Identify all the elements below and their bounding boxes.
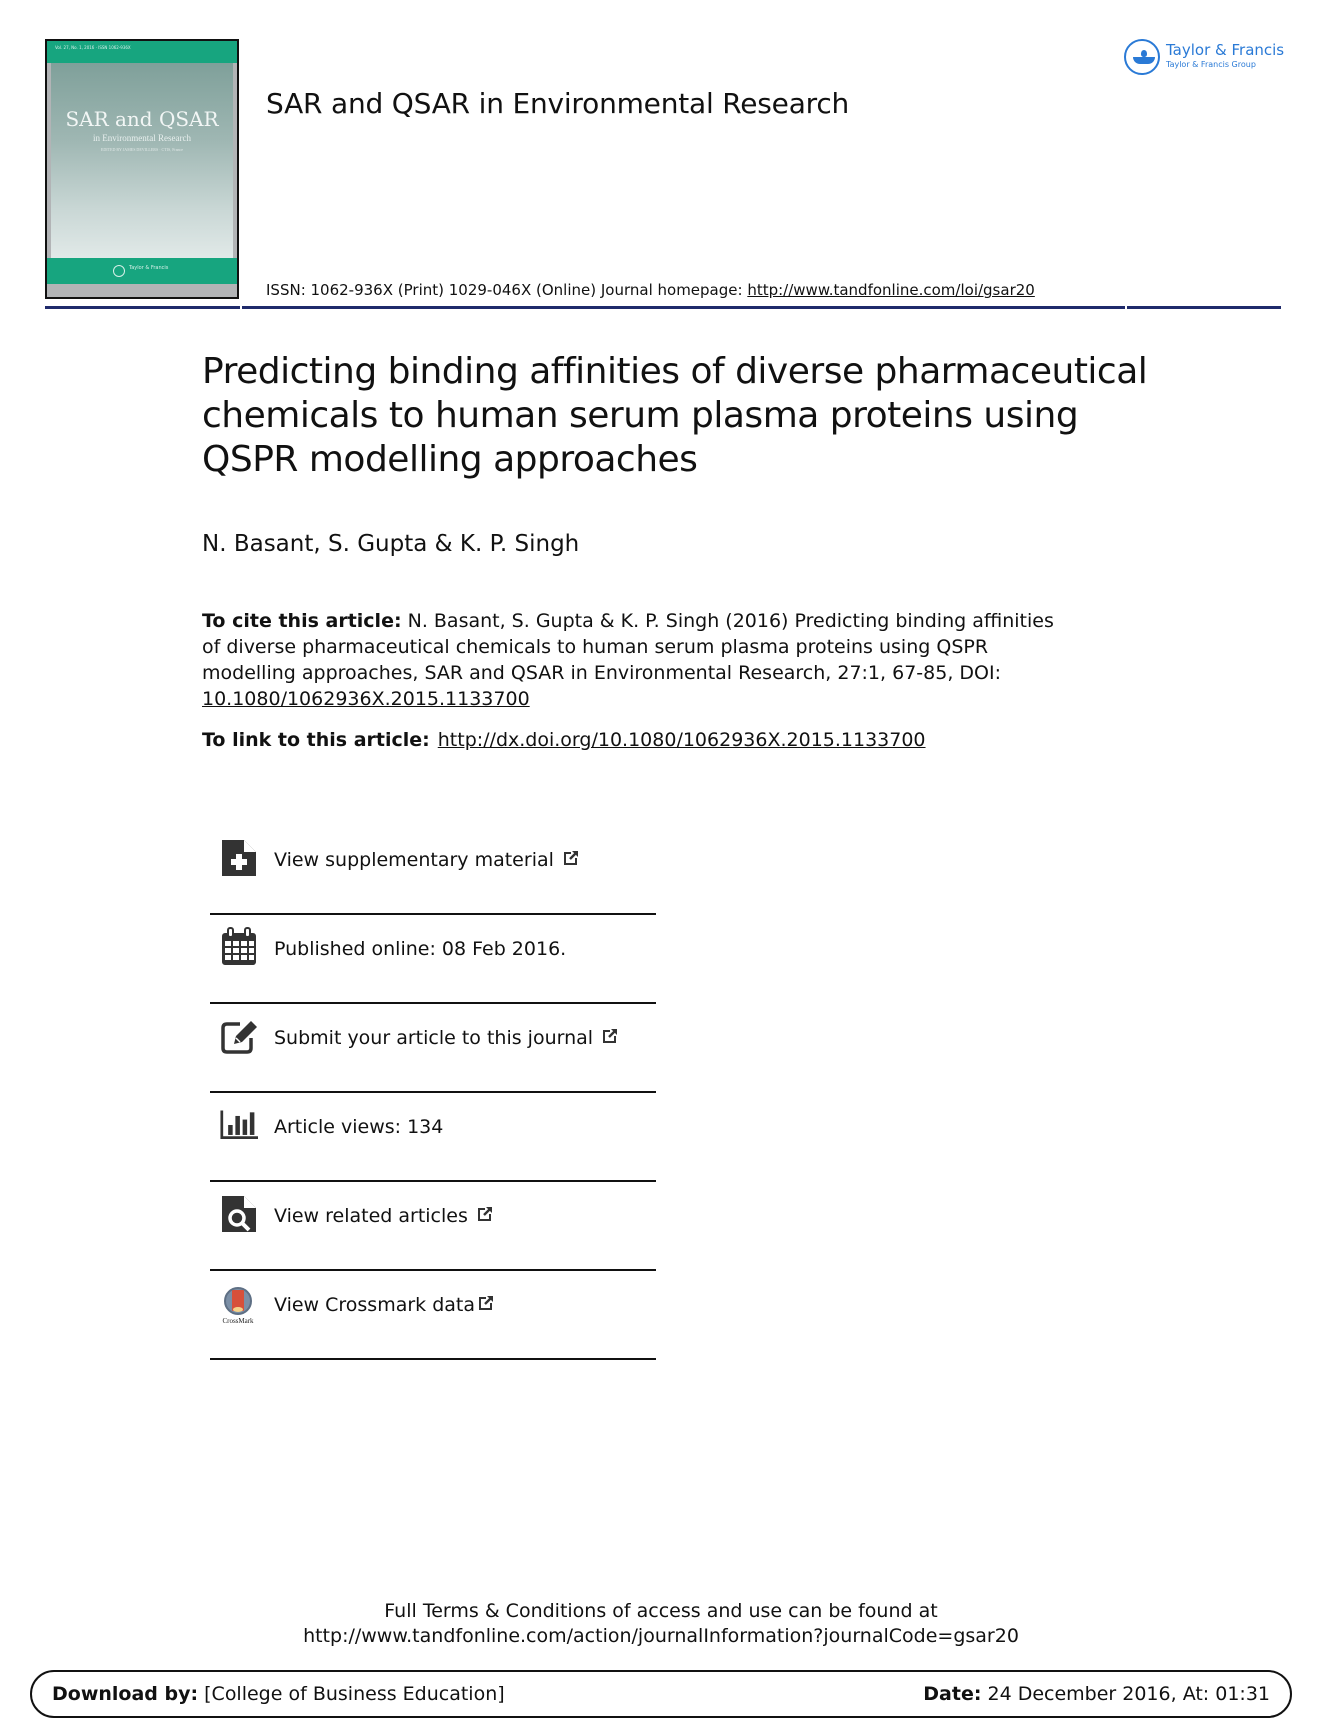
publisher-group: Taylor & Francis Group bbox=[1166, 60, 1256, 69]
info-item-supplementary[interactable] bbox=[210, 826, 656, 915]
issn-line bbox=[266, 281, 1035, 299]
info-item-crossmark[interactable] bbox=[210, 1271, 656, 1360]
file-plus-icon bbox=[220, 838, 258, 878]
info-item-published bbox=[210, 915, 656, 1004]
lamp-logo-icon bbox=[1124, 39, 1160, 75]
calendar-icon bbox=[220, 927, 258, 967]
cover-publisher: Taylor & Francis bbox=[129, 265, 169, 271]
crossmark-icon: CrossMark bbox=[216, 1287, 260, 1335]
journal-title: SAR and QSAR in Environmental Research bbox=[266, 87, 850, 120]
journal-homepage-link[interactable]: http://www.tandfonline.com/loi/gsar20 bbox=[747, 281, 1035, 299]
info-item-label: Published online: 08 Feb 2016. bbox=[274, 938, 567, 960]
header-rule bbox=[45, 306, 240, 309]
issn-text: ISSN: 1062-936X (Print) 1029-046X (Online) Journal homepage: bbox=[266, 281, 748, 299]
terms-url[interactable]: http://www.tandfonline.com/action/journalInformation?journalCode=gsar20 bbox=[303, 1625, 1019, 1647]
citation-block bbox=[202, 608, 1062, 712]
info-item-views bbox=[210, 1093, 656, 1182]
header-rule bbox=[1127, 306, 1281, 309]
article-title: Predicting binding affinities of diverse pharmaceutical chemicals to human serum plasma proteins using QSPR modelling approaches bbox=[202, 351, 1148, 480]
article-doi-link[interactable]: http://dx.doi.org/10.1080/1062936X.2015.1133700 bbox=[437, 729, 926, 751]
header-rule bbox=[242, 306, 1125, 309]
article-link-line bbox=[202, 729, 926, 751]
cover-bottom-band bbox=[47, 258, 237, 284]
download-by: Download by: [College of Business Education] bbox=[52, 1683, 505, 1705]
cover-top-text: Vol. 27, No. 1, 2016 · ISSN 1062-936X bbox=[55, 45, 131, 50]
info-item-label: Submit your article to this journal bbox=[274, 1027, 618, 1049]
cover-publisher-logo-icon bbox=[113, 265, 125, 277]
article-info-list bbox=[210, 826, 656, 1360]
publisher-logo bbox=[1124, 38, 1284, 78]
journal-cover bbox=[45, 39, 239, 299]
external-link-icon bbox=[562, 850, 579, 867]
link-label: To link to this article: bbox=[202, 729, 430, 751]
cover-body bbox=[51, 63, 233, 258]
publisher-name: Taylor & Francis bbox=[1166, 41, 1285, 59]
cite-label: To cite this article: bbox=[202, 610, 402, 632]
info-item-label: View Crossmark data bbox=[274, 1294, 494, 1316]
info-item-label: View related articles bbox=[274, 1205, 493, 1227]
external-link-icon bbox=[477, 1295, 494, 1312]
info-item-label: View supplementary material bbox=[274, 849, 579, 871]
info-item-label: Article views: 134 bbox=[274, 1116, 444, 1138]
external-link-icon bbox=[476, 1206, 493, 1223]
info-item-submit[interactable] bbox=[210, 1004, 656, 1093]
cover-title: SAR and QSAR bbox=[65, 107, 219, 131]
article-authors: N. Basant, S. Gupta & K. P. Singh bbox=[202, 531, 580, 557]
cover-editors: EDITED BY JAMES DEVILLERS · CTIS, France bbox=[100, 147, 184, 152]
download-info-bar bbox=[30, 1670, 1292, 1718]
info-item-related[interactable] bbox=[210, 1182, 656, 1271]
cover-subtitle: in Environmental Research bbox=[93, 133, 191, 143]
cover-top-band bbox=[47, 41, 237, 63]
terms-line-1: Full Terms & Conditions of access and use can be found at bbox=[384, 1600, 938, 1622]
edit-icon bbox=[220, 1016, 258, 1056]
cite-text: N. Basant, S. Gupta & K. P. Singh (2016) Predicting binding affinities of diverse pharmaceutical chemicals to human serum plasma proteins using QSPR modelling approaches, SAR and QSAR in Environmental Research, 27:1, 67-85, DOI: bbox=[202, 610, 1054, 684]
external-link-icon bbox=[601, 1028, 618, 1045]
cite-doi-link[interactable]: 10.1080/1062936X.2015.1133700 bbox=[202, 688, 530, 710]
bar-chart-icon bbox=[220, 1105, 258, 1145]
terms-notice bbox=[0, 1599, 1322, 1649]
file-search-icon bbox=[220, 1194, 258, 1234]
download-date: Date: 24 December 2016, At: 01:31 bbox=[923, 1683, 1270, 1705]
